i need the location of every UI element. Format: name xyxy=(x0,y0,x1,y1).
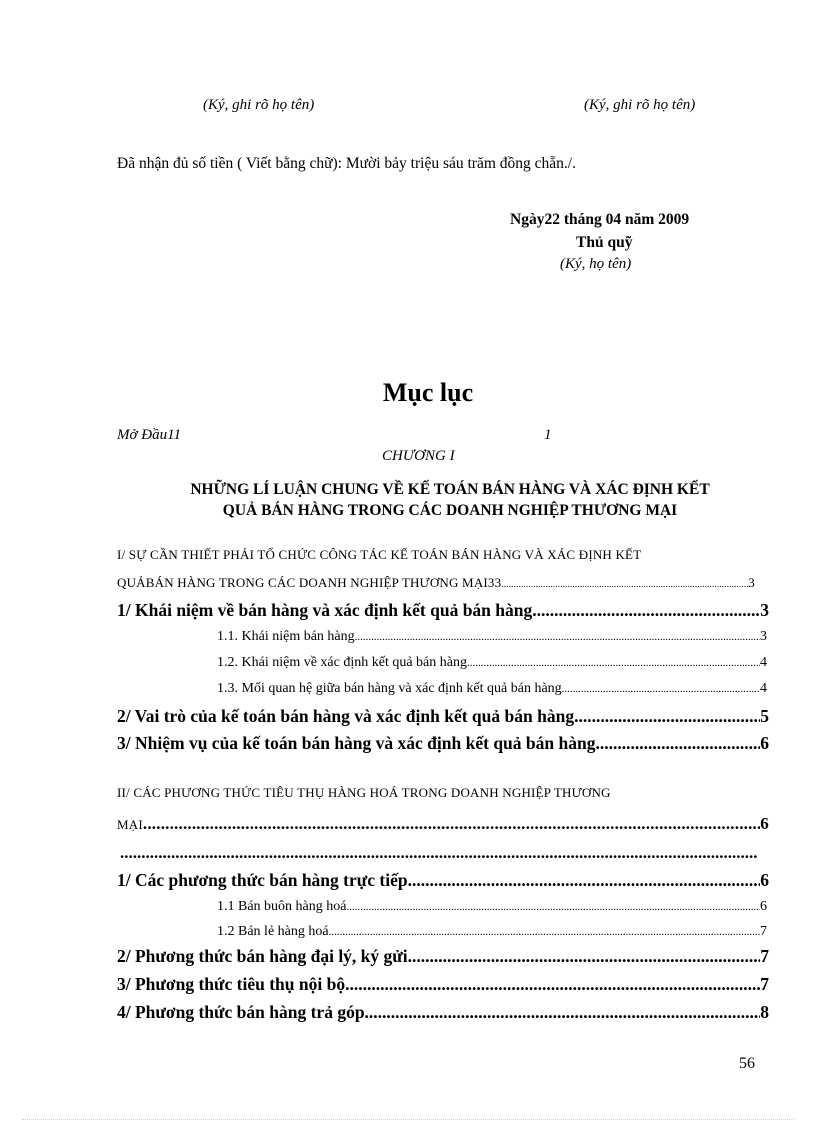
toc-leader xyxy=(355,631,760,643)
section2-line1: II/ CÁC PHƯƠNG THỨC TIÊU THỤ HÀNG HOÁ TRONG DOANH NGHIỆP THƯƠNG xyxy=(117,785,611,800)
toc-leader xyxy=(574,706,760,727)
toc-leader xyxy=(345,974,760,995)
toc-entry-page: 3 xyxy=(760,600,769,620)
toc-entry-page: 7 xyxy=(760,924,767,939)
toc-entry-label: 1.1. Khái niệm bán hàng xyxy=(217,629,355,644)
toc-leader xyxy=(365,1002,761,1023)
toc-entry xyxy=(217,899,767,915)
section2-entry xyxy=(117,814,769,834)
toc-entry-page: 6 xyxy=(760,733,769,753)
toc-entry-label: 1.1 Bán buôn hàng hoá xyxy=(217,899,347,914)
toc-leader xyxy=(408,870,761,891)
toc-entry-label: 1/ Các phương thức bán hàng trực tiếp xyxy=(117,870,408,890)
toc-entry-page: 8 xyxy=(760,1002,769,1022)
date-line: Ngày22 tháng 04 năm 2009 xyxy=(510,211,690,228)
received-amount-note: Đã nhận đủ số tiền ( Viết bằng chữ): Mười bảy triệu sáu trăm đồng chẵn./. xyxy=(117,155,576,172)
toc-entry-page: 5 xyxy=(760,706,769,726)
toc-entry-label: 1.3. Mối quan hệ giữa bán hàng và xác định kết quả bán hàng xyxy=(217,681,562,696)
toc-entry xyxy=(117,870,769,891)
section1-page: 3 xyxy=(748,575,755,590)
chapter-label: CHƯƠNG I xyxy=(382,448,455,464)
signature-label-right: (Ký, ghi rõ họ tên) xyxy=(584,97,696,113)
toc-entry xyxy=(217,681,767,697)
toc-entry xyxy=(117,1002,769,1023)
toc-entry-page: 4 xyxy=(760,681,767,696)
page-bottom-rule xyxy=(22,1119,794,1120)
toc-entry xyxy=(117,733,769,754)
toc-leader xyxy=(408,946,761,967)
toc-entry xyxy=(117,706,769,727)
signature-label-left: (Ký, ghi rõ họ tên) xyxy=(203,97,315,113)
toc-entry-page: 6 xyxy=(760,899,767,914)
page-number: 56 xyxy=(739,1055,755,1072)
dotted-separator xyxy=(120,843,757,863)
section1-line1: I/ SỰ CẦN THIẾT PHẢI TỔ CHỨC CÔNG TÁC KẾ TOÁN BÁN HÀNG VÀ XÁC ĐỊNH KẾT xyxy=(117,547,642,562)
toc-title: Mục lục xyxy=(382,378,474,407)
toc-intro-page: 1 xyxy=(544,427,552,443)
toc-entry-label: 2/ Vai trò của kế toán bán hàng và xác định kết quả bán hàng xyxy=(117,706,575,726)
treasurer-role: Thủ quỹ xyxy=(576,234,633,251)
toc-entry-label: 1.2. Khái niệm về xác định kết quả bán hàng xyxy=(217,655,467,670)
toc-entry-page: 7 xyxy=(760,946,769,966)
section1-entry xyxy=(117,575,755,591)
toc-leader xyxy=(346,901,760,913)
toc-leader xyxy=(143,814,760,834)
toc-entry xyxy=(117,974,769,995)
toc-entry-label: 2/ Phương thức bán hàng đại lý, ký gửi xyxy=(117,946,408,966)
toc-leader xyxy=(120,843,757,863)
toc-leader xyxy=(467,657,760,669)
chapter-title-line2: QUẢ BÁN HÀNG TRONG CÁC DOANH NGHIỆP THƯƠNG MẠI xyxy=(222,502,678,519)
toc-entry-page: 3 xyxy=(760,629,767,644)
toc-entry-label: 4/ Phương thức bán hàng trả góp xyxy=(117,1002,365,1022)
toc-entry xyxy=(217,924,767,940)
toc-entry-label: 1/ Khái niệm về bán hàng và xác định kết quả bán hàng xyxy=(117,600,533,620)
toc-leader xyxy=(501,579,748,589)
chapter-title-line1: NHỮNG LÍ LUẬN CHUNG VỀ KẾ TOÁN BÁN HÀNG VÀ XÁC ĐỊNH KẾT xyxy=(190,481,710,498)
toc-entry xyxy=(117,600,769,621)
section2-page: 6 xyxy=(760,814,769,833)
toc-leader xyxy=(562,683,760,695)
toc-leader xyxy=(532,600,760,621)
toc-entry-page: 4 xyxy=(760,655,767,670)
section1-line2: QUẢBÁN HÀNG TRONG CÁC DOANH NGHIỆP THƯƠNG MẠI33 xyxy=(117,575,502,590)
toc-entry-label: 3/ Nhiệm vụ của kế toán bán hàng và xác định kết quả bán hàng xyxy=(117,733,596,753)
toc-intro-label: Mở Đầu11 xyxy=(117,427,181,443)
toc-entry-page: 6 xyxy=(760,870,769,890)
toc-entry-label: 3/ Phương thức tiêu thụ nội bộ xyxy=(117,974,346,994)
toc-entry xyxy=(217,655,767,671)
treasurer-sign-label: (Ký, họ tên) xyxy=(560,256,632,272)
toc-leader xyxy=(329,926,760,938)
toc-entry xyxy=(117,946,769,967)
toc-leader xyxy=(595,733,760,754)
section2-line2: MẠI xyxy=(117,817,143,832)
toc-entry-label: 1.2 Bán lẻ hàng hoá xyxy=(217,924,329,939)
toc-entry xyxy=(217,629,767,645)
toc-entry-page: 7 xyxy=(760,974,769,994)
